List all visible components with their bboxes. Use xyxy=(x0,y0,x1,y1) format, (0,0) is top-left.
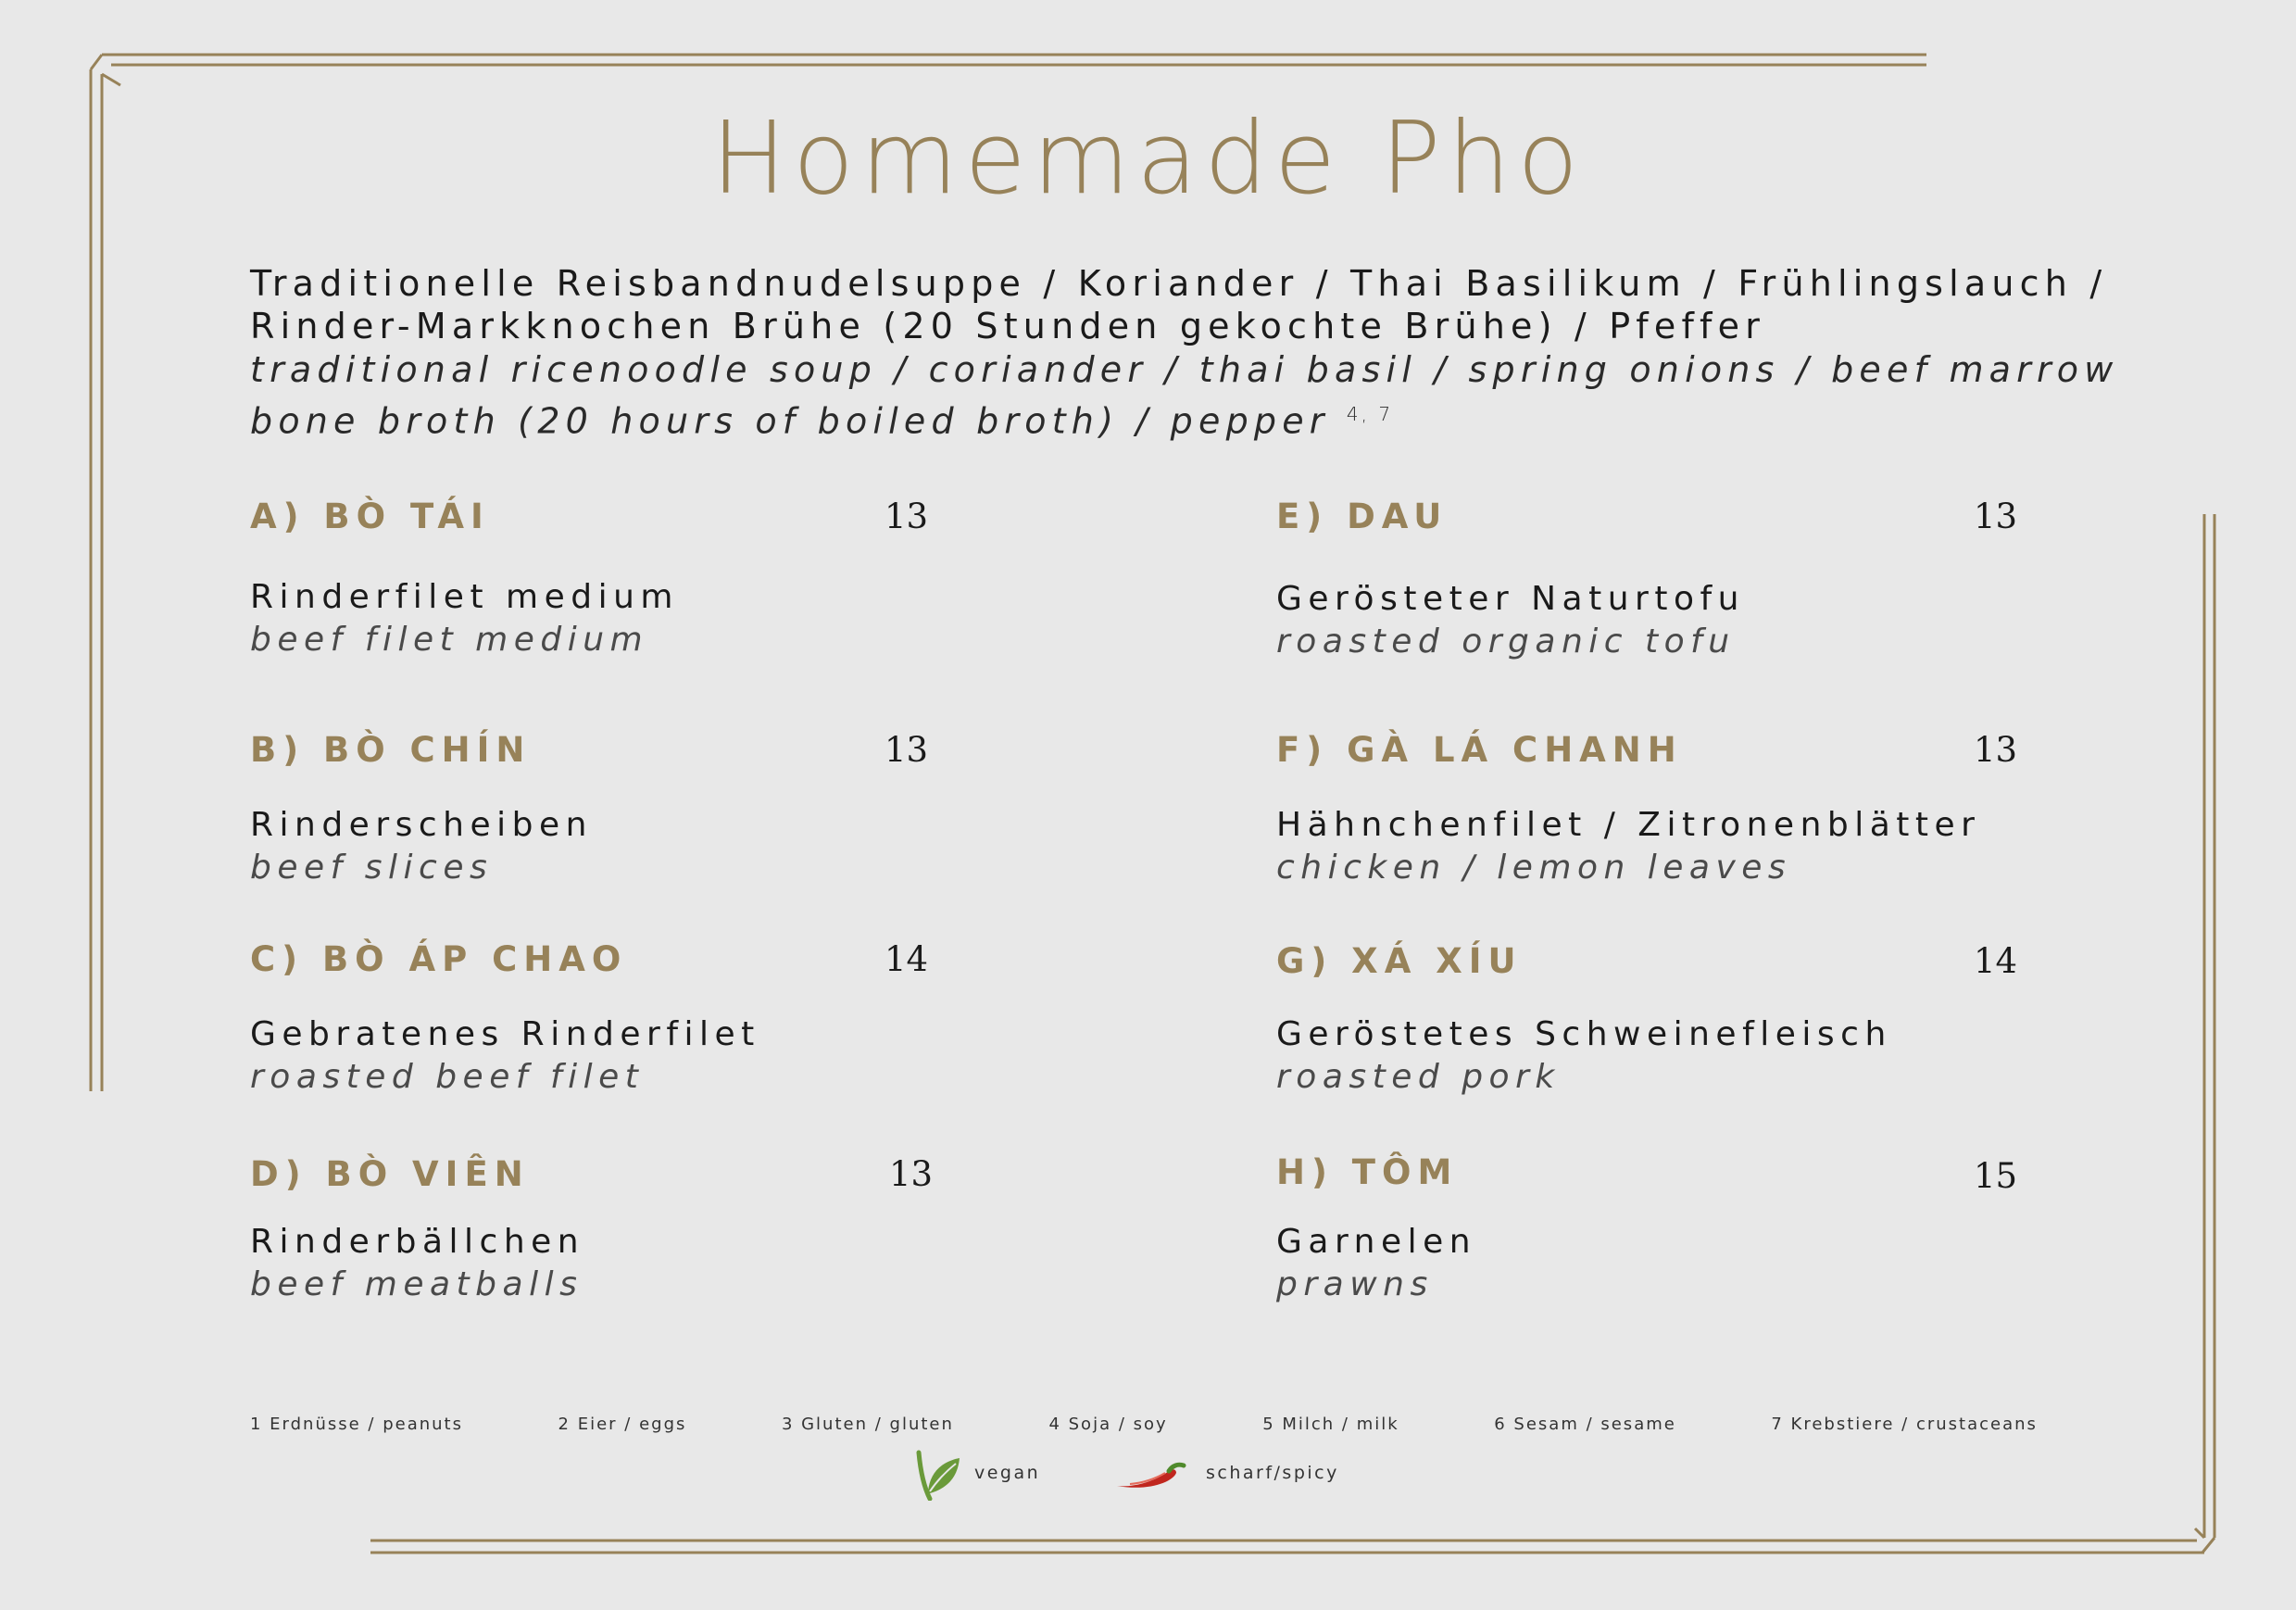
menu-item-g xyxy=(1276,941,2026,1108)
menu-item-e xyxy=(1276,497,2026,663)
allergen-7: 7 Krebstiere / crustaceans xyxy=(1771,1415,2038,1434)
vegan-label: vegan xyxy=(974,1463,1041,1483)
leaf-icon xyxy=(910,1445,961,1501)
menu-item-h xyxy=(1276,1152,2026,1319)
allergen-2: 2 Eier / eggs xyxy=(558,1415,687,1434)
item-price: 13 xyxy=(889,1154,934,1194)
menu-item-c xyxy=(250,939,935,1106)
item-price: 14 xyxy=(885,939,929,979)
intro-description xyxy=(250,262,2119,444)
menu-item-f xyxy=(1276,730,2026,897)
item-description-en: beef meatballs xyxy=(250,1265,583,1303)
menu-item-b xyxy=(250,730,935,897)
item-description-de: Hähnchenfilet / Zitronenblätter xyxy=(1276,806,1981,844)
intro-allergen-numbers: 4, 7 xyxy=(1346,403,1394,425)
item-price: 13 xyxy=(1974,730,2018,770)
allergen-6: 6 Sesam / sesame xyxy=(1494,1415,1676,1434)
allergen-1: 1 Erdnüsse / peanuts xyxy=(250,1415,463,1434)
item-description-en: chicken / lemon leaves xyxy=(1276,849,1792,887)
intro-en-line-1: traditional ricenoodle soup / coriander / thai basil / spring onions / beef marrow xyxy=(250,349,2119,390)
allergen-3: 3 Gluten / gluten xyxy=(781,1415,954,1434)
spicy-legend xyxy=(1111,1445,1339,1501)
item-name: D) BÒ VIÊN xyxy=(250,1154,530,1194)
item-description-en: beef slices xyxy=(250,849,494,887)
spicy-label: scharf/spicy xyxy=(1206,1463,1339,1483)
item-name: C) BÒ ÁP CHAO xyxy=(250,939,628,979)
item-name: G) XÁ XÍU xyxy=(1276,941,1523,981)
menu-item-d xyxy=(250,1154,935,1321)
item-description-en: roasted pork xyxy=(1276,1058,1561,1096)
item-name: E) DAU xyxy=(1276,497,1449,536)
chili-icon xyxy=(1111,1454,1193,1491)
intro-en-line-2-text: bone broth (20 hours of boiled broth) / pepper xyxy=(250,400,1330,442)
allergen-5: 5 Milch / milk xyxy=(1262,1415,1399,1434)
menu-item-a xyxy=(250,497,935,663)
item-description-de: Gerösteter Naturtofu xyxy=(1276,580,1745,618)
item-description-de: Gebratenes Rinderfilet xyxy=(250,1015,760,1053)
allergen-4: 4 Soja / soy xyxy=(1048,1415,1168,1434)
intro-de-line-1: Traditionelle Reisbandnudelsuppe / Koriander / Thai Basilikum / Frühlingslauch / xyxy=(250,263,2108,304)
item-name: H) TÔM xyxy=(1276,1152,1459,1192)
vegan-legend xyxy=(910,1445,1040,1501)
item-price: 13 xyxy=(885,497,929,536)
item-description-en: roasted organic tofu xyxy=(1276,623,1736,660)
intro-en-line-2 xyxy=(250,392,2102,444)
item-price: 14 xyxy=(1974,941,2018,981)
item-name: B) BÒ CHÍN xyxy=(250,730,532,770)
item-description-de: Garnelen xyxy=(1276,1223,1477,1261)
item-description-de: Rinderscheiben xyxy=(250,806,593,844)
item-name: A) BÒ TÁI xyxy=(250,497,490,536)
item-description-de: Rinderbällchen xyxy=(250,1223,585,1261)
item-name: F) GÀ LÁ CHANH xyxy=(1276,730,1683,770)
intro-de-line-2: Rinder-Markknochen Brühe (20 Stunden gekochte Brühe) / Pfeffer xyxy=(250,306,1766,346)
item-description-en: prawns xyxy=(1276,1265,1434,1303)
menu-title: Homemade Pho xyxy=(710,101,1586,217)
item-price: 13 xyxy=(885,730,929,770)
item-price: 13 xyxy=(1974,497,2018,536)
item-description-en: beef filet medium xyxy=(250,621,649,659)
item-description-de: Geröstetes Schweinefleisch xyxy=(1276,1015,1892,1053)
item-description-en: roasted beef filet xyxy=(250,1058,645,1096)
allergen-legend xyxy=(250,1415,2038,1434)
item-description-de: Rinderfilet medium xyxy=(250,578,679,616)
item-price: 15 xyxy=(1974,1156,2018,1196)
